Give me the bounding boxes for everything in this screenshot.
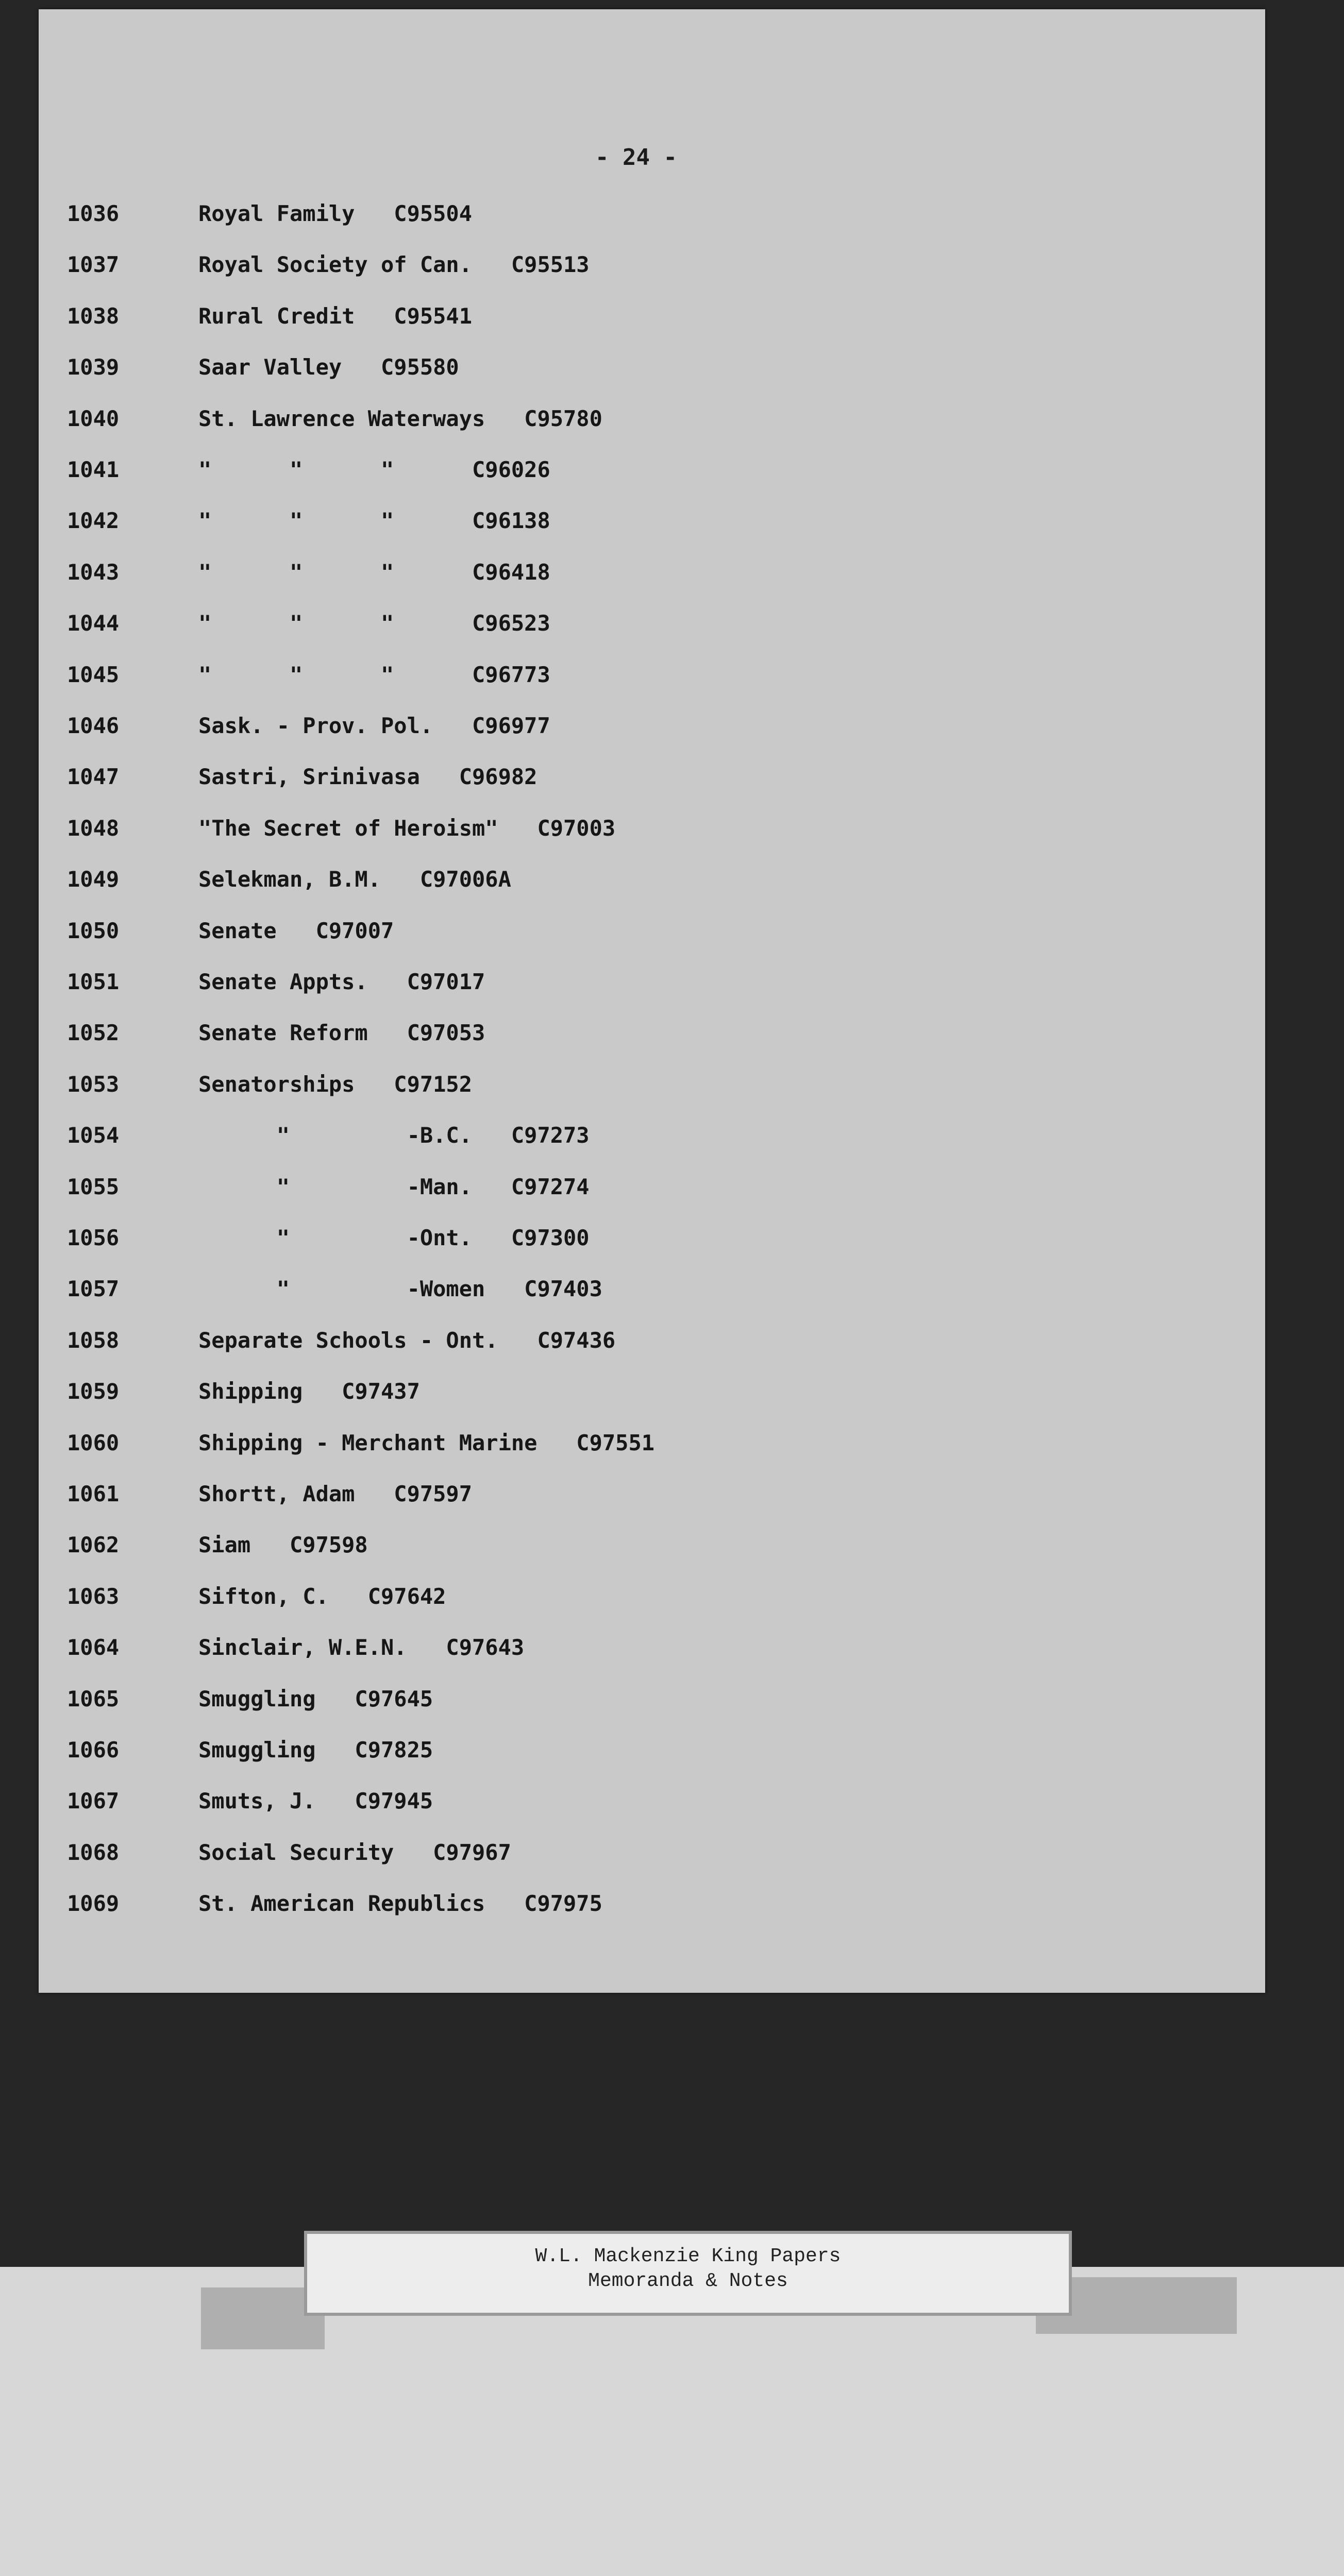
entry-number: 1041 [67, 457, 120, 482]
entry-number: 1054 [67, 1123, 120, 1148]
collection-label [304, 2231, 1072, 2316]
entry-text: " -Man. C97274 [198, 1174, 590, 1199]
entry-number: 1046 [67, 713, 120, 738]
entry-text: Sinclair, W.E.N. C97643 [198, 1635, 525, 1660]
entry-number: 1063 [67, 1583, 120, 1609]
document-page [39, 9, 1265, 1993]
entry-number: 1040 [67, 405, 120, 431]
entry-text: " -Women C97403 [198, 1276, 602, 1302]
entry-text: "The Secret of Heroism" C97003 [198, 815, 616, 841]
entry-text: Senate Appts. C97017 [198, 969, 485, 994]
entry-text: Saar Valley C95580 [198, 354, 459, 380]
entry-text: Smuts, J. C97945 [198, 1788, 433, 1814]
collection-name: W.L. Mackenzie King Papers [535, 2245, 841, 2267]
entry-number: 1039 [67, 354, 120, 380]
entry-number: 1052 [67, 1020, 120, 1046]
entry-text: " " " C96418 [198, 559, 550, 585]
entry-number: 1065 [67, 1686, 120, 1711]
entry-text: " " " C96026 [198, 457, 550, 482]
entry-number: 1048 [67, 815, 120, 841]
entry-number: 1068 [67, 1839, 120, 1865]
page-number: - 24 - [595, 144, 677, 171]
entry-text: Shipping - Merchant Marine C97551 [198, 1430, 655, 1455]
entry-text: Sastri, Srinivasa C96982 [198, 764, 537, 790]
entry-number: 1047 [67, 764, 120, 790]
entry-text: Royal Society of Can. C95513 [198, 252, 590, 278]
entry-number: 1038 [67, 303, 120, 329]
entry-text: St. American Republics C97975 [198, 1891, 602, 1917]
entry-text: Smuggling C97645 [198, 1686, 433, 1711]
entry-text: Senate C97007 [198, 918, 394, 943]
entry-text: Rural Credit C95541 [198, 303, 473, 329]
entry-number: 1036 [67, 201, 120, 226]
entry-text: St. Lawrence Waterways C95780 [198, 405, 602, 431]
entry-number: 1044 [67, 611, 120, 636]
entry-number: 1050 [67, 918, 120, 943]
entry-text: Social Security C97967 [198, 1839, 511, 1865]
entry-number: 1055 [67, 1174, 120, 1199]
entry-text: Senatorships C97152 [198, 1071, 473, 1097]
entry-text: Selekman, B.M. C97006A [198, 867, 511, 892]
entry-number: 1067 [67, 1788, 120, 1814]
entry-number: 1045 [67, 662, 120, 687]
entry-number: 1037 [67, 252, 120, 278]
entry-text: Shipping C97437 [198, 1379, 420, 1404]
entry-text: Siam C97598 [198, 1532, 368, 1558]
entry-text: Senate Reform C97053 [198, 1020, 485, 1046]
collection-series: Memoranda & Notes [588, 2270, 788, 2292]
entry-text: Sifton, C. C97642 [198, 1583, 446, 1609]
entry-number: 1051 [67, 969, 120, 994]
entry-number: 1053 [67, 1071, 120, 1097]
entry-number: 1056 [67, 1225, 120, 1250]
entry-number: 1049 [67, 867, 120, 892]
entry-text: Separate Schools - Ont. C97436 [198, 1327, 616, 1353]
entry-text: Shortt, Adam C97597 [198, 1481, 473, 1506]
entry-text: " -Ont. C97300 [198, 1225, 590, 1250]
entry-text: Sask. - Prov. Pol. C96977 [198, 713, 550, 738]
entry-text: Smuggling C97825 [198, 1737, 433, 1762]
entry-text: Royal Family C95504 [198, 201, 473, 226]
entry-number: 1064 [67, 1635, 120, 1660]
entry-number: 1066 [67, 1737, 120, 1762]
entry-number: 1058 [67, 1327, 120, 1353]
entry-number: 1057 [67, 1276, 120, 1302]
entry-number: 1069 [67, 1891, 120, 1917]
entry-number: 1059 [67, 1379, 120, 1404]
entry-text: " " " C96773 [198, 662, 550, 687]
entry-text: " " " C96523 [198, 611, 550, 636]
entry-text: " -B.C. C97273 [198, 1123, 590, 1148]
entry-number: 1060 [67, 1430, 120, 1455]
entry-number: 1061 [67, 1481, 120, 1506]
entry-number: 1062 [67, 1532, 120, 1558]
entry-number: 1043 [67, 559, 120, 585]
entry-number: 1042 [67, 508, 120, 534]
entry-text: " " " C96138 [198, 508, 550, 534]
